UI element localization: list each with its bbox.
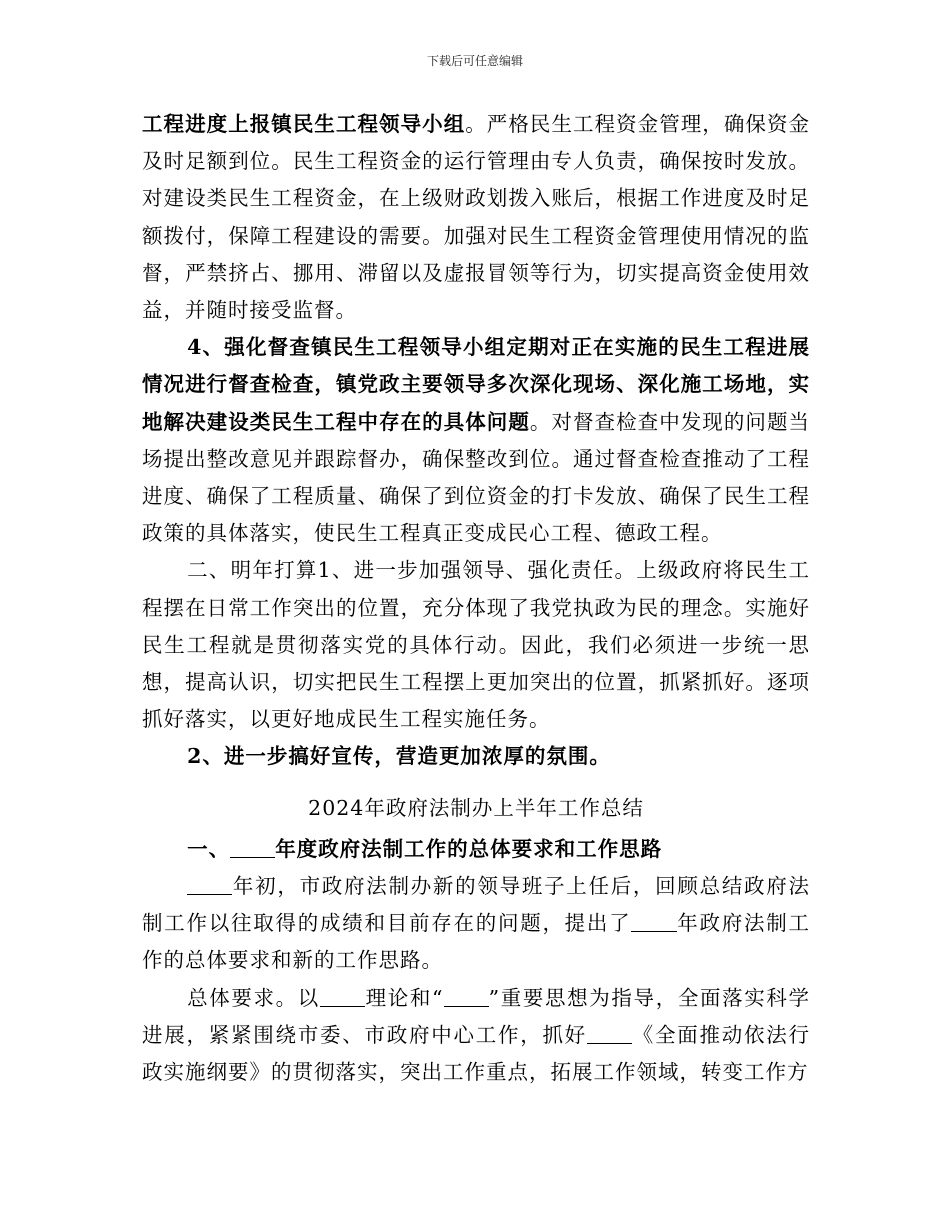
paragraph-publicity: 2、进一步搞好宣传，营造更加浓厚的氛围。	[187, 744, 611, 769]
paragraph-supervision-text: 。对督查检查中发现的问题当场提出整改意见并跟踪督办，确保整改到位。通过督查检查推动了工程进度、确保了工程质量、确保了到位资金的打卡发放、确保了民生工程政策的具体落实，使民生工程真正变成民心工程、德政工程。	[142, 409, 811, 546]
document-body	[142, 106, 810, 1091]
paragraph-funds-management-text: 。严格民生工程资金管理，确保资金及时足额到位。民生工程资金的运行管理由专人负责，确保按时发放。对建设类民生工程资金，在上级财政划拨入账后，根据工作进度及时足额拨付，保障工程建设的需要。加强对民生工程资金管理使用情况的监督，严禁挤占、挪用、滞留以及虚报冒领等行为，切实提高资金使用效益，并随时接受监督。	[142, 112, 810, 323]
page-header: 下载后可任意编辑	[426, 54, 523, 68]
paragraph-funds-management	[142, 106, 810, 329]
paragraph-overall-part3: ”重要思想为指导，全面落实科学进展，紧紧围绕市委、市政府中心工作，抓好	[142, 985, 811, 1047]
paragraph-overall-part2: 理论和“	[365, 985, 444, 1010]
paragraph-overall-requirements	[142, 980, 810, 1092]
paragraph-supervision-lead: 4、强化督查镇民生工程领导小组定期对正在实施的民生工程进展情况进行督查检查，镇党政主要领导多次深化现场、深化施工场地，实地解决建设类民生工程中存在的具体问题	[142, 335, 810, 434]
blank-underline	[187, 874, 232, 896]
section-title: 2024年政府法制办上半年工作总结	[308, 795, 644, 820]
paragraph-overall-part4: 《全面推动依法行政实施纲要》的贯彻落实，突出工作重点，拓展工作领域，转变工作方	[142, 1022, 811, 1085]
blank-underline	[444, 985, 489, 1007]
paragraph-new-leadership-part1: 年初，市政府法制办新的领导班子上任后，回顾总结政府法制工作以往取得的成绩和目前存在的问题，提出了	[142, 874, 810, 936]
blank-underline	[230, 836, 275, 858]
paragraph-supervision	[142, 329, 810, 552]
blank-underline	[587, 1022, 632, 1044]
paragraph-next-year-plan: 二、明年打算1、进一步加强领导、强化责任。上级政府将民生工程摆在日常工作突出的位置，充分体现了我党执政为民的理念。实施好民生工程就是贯彻落实党的具体行动。因此，我们必须进一步统一思想，提高认识，切实把民生工程摆上更加突出的位置，抓紧抓好。逐项抓好落实，以更好地成民生工程实施任务。	[142, 558, 810, 732]
paragraph-funds-management-lead: 工程进度上报镇民生工程领导小组	[142, 112, 466, 136]
paragraph-new-leadership-part2: 年政府法制工作的总体要求和新的工作思路。	[142, 911, 811, 973]
paragraph-new-leadership	[142, 868, 810, 980]
blank-underline	[631, 911, 676, 933]
heading-prefix: 一、	[187, 836, 231, 861]
blank-underline	[320, 985, 365, 1007]
paragraph-overall-part1: 总体要求。以	[187, 985, 320, 1010]
heading-suffix: 年度政府法制工作的总体要求和工作思路	[275, 836, 663, 861]
heading-general-requirements	[142, 831, 810, 868]
